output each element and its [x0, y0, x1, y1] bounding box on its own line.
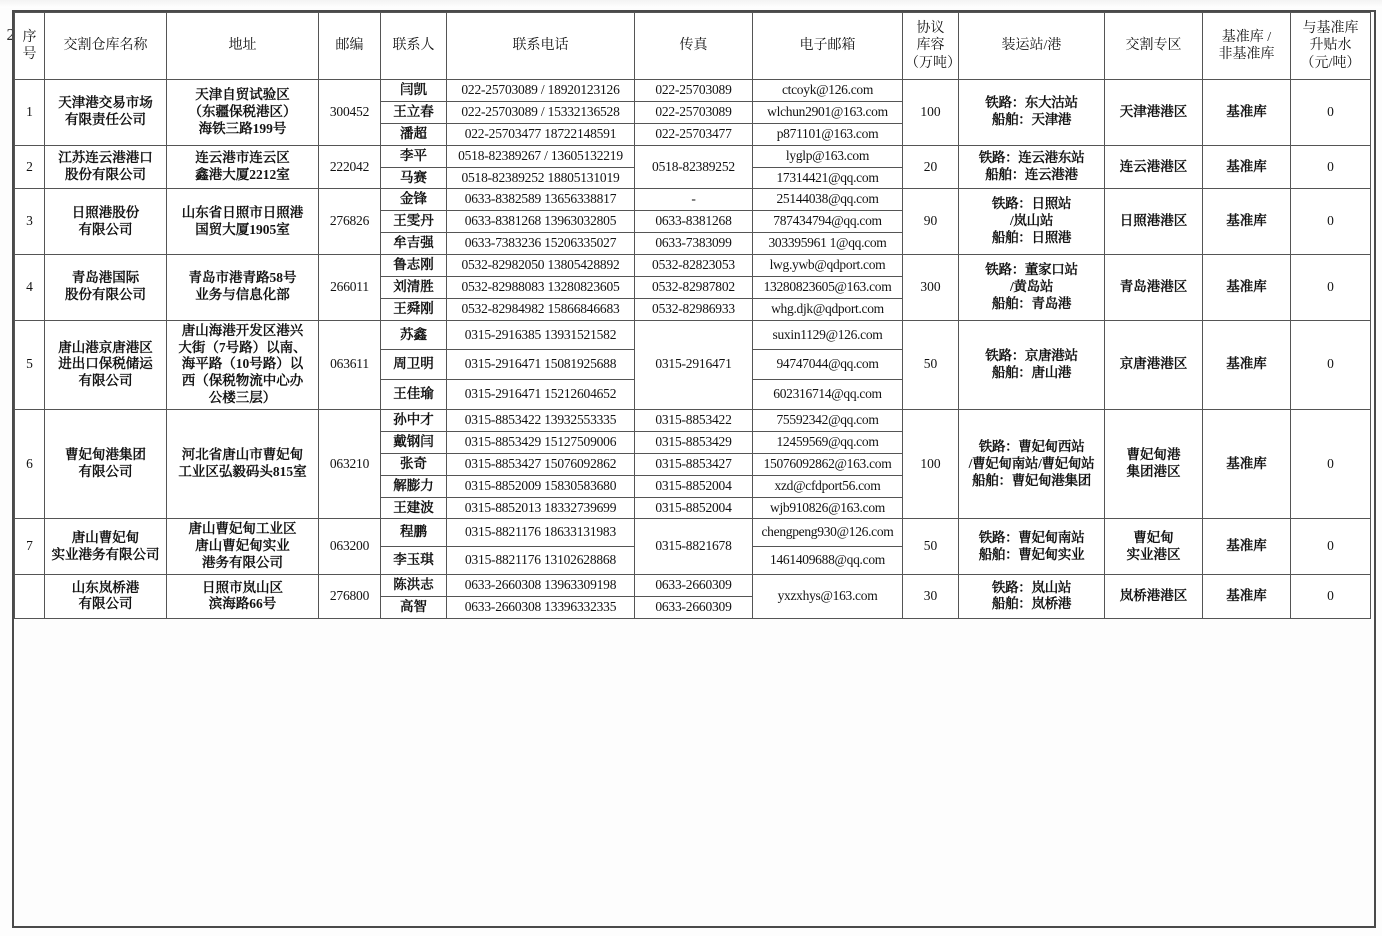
cell-contact-person: 王佳瑜: [381, 380, 447, 410]
cell-contact-phone: 0633-8381268 13963032805: [447, 211, 635, 233]
header-capacity: [903, 13, 959, 80]
cell-fax: 0532-82986933: [635, 298, 753, 320]
cell-contact-person: 王建波: [381, 497, 447, 519]
header-premium: [1291, 13, 1371, 80]
cell-email: wjb910826@163.com: [753, 497, 903, 519]
cell-warehouse-name: 唐山港京唐港区 进出口保税储运 有限公司: [45, 320, 167, 409]
cell-fax: 0315-8852004: [635, 475, 753, 497]
cell-contact-phone: 022-25703089 / 18920123126: [447, 80, 635, 102]
cell-premium: 0: [1291, 80, 1371, 146]
cell-shipping-station: 铁路：董家口站 /黄岛站 船舶：青岛港: [959, 255, 1105, 321]
cell-contact-phone: 0633-2660308 13396332335: [447, 596, 635, 618]
header-index: 序号: [15, 13, 45, 80]
cell-contact-person: 潘超: [381, 123, 447, 145]
table-row: [15, 320, 1371, 350]
cell-email: 17314421@qq.com: [753, 167, 903, 189]
cell-zipcode: 276826: [319, 189, 381, 255]
cell-zipcode: 063200: [319, 519, 381, 575]
cell-index: [15, 575, 45, 619]
cell-contact-person: 高智: [381, 596, 447, 618]
table-row: [15, 80, 1371, 102]
cell-contact-phone: 0532-82984982 15866846683: [447, 298, 635, 320]
cell-contact-person: 王雯丹: [381, 211, 447, 233]
cell-warehouse-name: 日照港股份 有限公司: [45, 189, 167, 255]
cell-email: 75592342@qq.com: [753, 410, 903, 432]
cell-fax: 022-25703477: [635, 123, 753, 145]
cell-capacity: 50: [903, 320, 959, 409]
cell-contact-phone: 0315-8852013 18332739699: [447, 497, 635, 519]
table-row: [15, 145, 1371, 167]
cell-warehouse-name: 江苏连云港港口 股份有限公司: [45, 145, 167, 189]
cell-capacity: 20: [903, 145, 959, 189]
table-body: [15, 80, 1371, 619]
cell-index: 3: [15, 189, 45, 255]
cell-fax: 0315-8821678: [635, 519, 753, 575]
cell-contact-person: 陈洪志: [381, 575, 447, 597]
cell-fax: 0633-7383099: [635, 233, 753, 255]
cell-shipping-station: 铁路：日照站 /岚山站 船舶：日照港: [959, 189, 1105, 255]
cell-base-type: 基准库: [1203, 255, 1291, 321]
cell-base-type: 基准库: [1203, 145, 1291, 189]
header-warehouse-name: 交割仓库名称: [45, 13, 167, 80]
cell-base-type: 基准库: [1203, 410, 1291, 519]
cell-capacity: 100: [903, 80, 959, 146]
cell-email: 787434794@qq.com: [753, 211, 903, 233]
cell-fax: 0633-2660309: [635, 596, 753, 618]
cell-delivery-zone: 日照港港区: [1105, 189, 1203, 255]
header-premium-line3: （元/吨）: [1300, 55, 1361, 71]
cell-contact-person: 王立春: [381, 101, 447, 123]
cell-warehouse-name: 天津港交易市场 有限责任公司: [45, 80, 167, 146]
cell-contact-person: 解膨力: [381, 475, 447, 497]
cell-delivery-zone: 青岛港港区: [1105, 255, 1203, 321]
header-address: 地址: [167, 13, 319, 80]
cell-base-type: 基准库: [1203, 80, 1291, 146]
cell-premium: 0: [1291, 575, 1371, 619]
cell-base-type: 基准库: [1203, 575, 1291, 619]
cell-zipcode: 063611: [319, 320, 381, 409]
cell-fax: 0315-8853429: [635, 431, 753, 453]
cell-address: 唐山曹妃甸工业区 唐山曹妃甸实业 港务有限公司: [167, 519, 319, 575]
cell-contact-person: 孙中才: [381, 410, 447, 432]
cell-delivery-zone: 京唐港港区: [1105, 320, 1203, 409]
cell-fax: 0633-8381268: [635, 211, 753, 233]
table-row: [15, 255, 1371, 277]
cell-address: 河北省唐山市曹妃甸 工业区弘毅码头815室: [167, 410, 319, 519]
cell-base-type: 基准库: [1203, 320, 1291, 409]
header-row: [15, 13, 1371, 80]
cell-contact-phone: 0315-2916471 15081925688: [447, 350, 635, 380]
cell-premium: 0: [1291, 145, 1371, 189]
cell-contact-phone: 0315-8853422 13932553335: [447, 410, 635, 432]
cell-contact-person: 鲁志刚: [381, 255, 447, 277]
cell-fax: 022-25703089: [635, 80, 753, 102]
scan-edge: [0, 0, 1382, 8]
cell-delivery-zone: 曹妃甸港 集团港区: [1105, 410, 1203, 519]
cell-premium: 0: [1291, 410, 1371, 519]
cell-contact-phone: 0532-82988083 13280823605: [447, 276, 635, 298]
cell-warehouse-name: 唐山曹妃甸 实业港务有限公司: [45, 519, 167, 575]
cell-fax: 022-25703089: [635, 101, 753, 123]
cell-premium: 0: [1291, 519, 1371, 575]
cell-contact-phone: 0315-8853429 15127509006: [447, 431, 635, 453]
cell-premium: 0: [1291, 189, 1371, 255]
cell-fax: 0518-82389252: [635, 145, 753, 189]
cell-email: 1461409688@qq.com: [753, 547, 903, 575]
cell-zipcode: 300452: [319, 80, 381, 146]
cell-email: 94747044@qq.com: [753, 350, 903, 380]
cell-index: 1: [15, 80, 45, 146]
cell-email: 602316714@qq.com: [753, 380, 903, 410]
cell-contact-person: 张奇: [381, 453, 447, 475]
cell-index: 2: [15, 145, 45, 189]
cell-email: whg.djk@qdport.com: [753, 298, 903, 320]
cell-contact-person: 苏鑫: [381, 320, 447, 350]
header-fax: 传真: [635, 13, 753, 80]
cell-address: 天津自贸试验区 （东疆保税港区） 海铁三路199号: [167, 80, 319, 146]
cell-email: 13280823605@163.com: [753, 276, 903, 298]
header-capacity-line3: （万吨）: [905, 55, 961, 71]
header-zipcode: 邮编: [319, 13, 381, 80]
cell-capacity: 90: [903, 189, 959, 255]
table-row: [15, 575, 1371, 597]
table-row: [15, 189, 1371, 211]
cell-base-type: 基准库: [1203, 519, 1291, 575]
header-capacity-line1: 协议: [916, 20, 945, 36]
cell-fax: 0315-8852004: [635, 497, 753, 519]
cell-email: lyglp@163.com: [753, 145, 903, 167]
cell-contact-person: 刘清胜: [381, 276, 447, 298]
header-premium-line2: 升贴水: [1309, 38, 1352, 54]
cell-email: p871101@163.com: [753, 123, 903, 145]
cell-email: chengpeng930@126.com: [753, 519, 903, 547]
cell-contact-phone: 0633-7383236 15206335027: [447, 233, 635, 255]
header-contact-phone: 联系电话: [447, 13, 635, 80]
cell-fax: 0315-2916471: [635, 320, 753, 409]
cell-fax: 0532-82823053: [635, 255, 753, 277]
cell-address: 日照市岚山区 滨海路66号: [167, 575, 319, 619]
cell-contact-person: 李平: [381, 145, 447, 167]
cell-index: 7: [15, 519, 45, 575]
cell-contact-phone: 0633-2660308 13963309198: [447, 575, 635, 597]
cell-index: 5: [15, 320, 45, 409]
cell-fax: 0532-82987802: [635, 276, 753, 298]
cell-contact-phone: 0315-8821176 13102628868: [447, 547, 635, 575]
cell-zipcode: 063210: [319, 410, 381, 519]
cell-address: 山东省日照市日照港 国贸大厦1905室: [167, 189, 319, 255]
cell-contact-phone: 0315-2916471 15212604652: [447, 380, 635, 410]
cell-warehouse-name: 青岛港国际 股份有限公司: [45, 255, 167, 321]
table-row: [15, 410, 1371, 432]
cell-delivery-zone: 连云港港区: [1105, 145, 1203, 189]
cell-delivery-zone: 岚桥港港区: [1105, 575, 1203, 619]
cell-contact-person: 闫凯: [381, 80, 447, 102]
cell-email: wlchun2901@163.com: [753, 101, 903, 123]
cell-email: 25144038@qq.com: [753, 189, 903, 211]
cell-contact-phone: 022-25703477 18722148591: [447, 123, 635, 145]
cell-capacity: 300: [903, 255, 959, 321]
cell-email: suxin1129@126.com: [753, 320, 903, 350]
cell-warehouse-name: 山东岚桥港 有限公司: [45, 575, 167, 619]
cell-contact-phone: 0315-8821176 18633131983: [447, 519, 635, 547]
cell-email: lwg.ywb@qdport.com: [753, 255, 903, 277]
cell-zipcode: 222042: [319, 145, 381, 189]
cell-address: 唐山海港开发区港兴 大街（7号路）以南、 海平路（10号路）以 西（保税物流中心办 公楼三层）: [167, 320, 319, 409]
cell-contact-phone: 022-25703089 / 15332136528: [447, 101, 635, 123]
cell-contact-phone: 0315-8852009 15830583680: [447, 475, 635, 497]
cell-shipping-station: 铁路：连云港东站 船舶：连云港港: [959, 145, 1105, 189]
cell-contact-person: 戴钢闫: [381, 431, 447, 453]
cell-shipping-station: 铁路：曹妃甸南站 船舶：曹妃甸实业: [959, 519, 1105, 575]
header-shipping-station: 装运站/港: [959, 13, 1105, 80]
cell-contact-person: 王舜刚: [381, 298, 447, 320]
cell-contact-person: 李玉琪: [381, 547, 447, 575]
cell-contact-phone: 0518-82389252 18805131019: [447, 167, 635, 189]
cell-warehouse-name: 曹妃甸港集团 有限公司: [45, 410, 167, 519]
table-row: [15, 519, 1371, 547]
cell-base-type: 基准库: [1203, 189, 1291, 255]
cell-delivery-zone: 天津港港区: [1105, 80, 1203, 146]
cell-capacity: 50: [903, 519, 959, 575]
cell-delivery-zone: 曹妃甸 实业港区: [1105, 519, 1203, 575]
cell-capacity: 100: [903, 410, 959, 519]
cell-email: 15076092862@163.com: [753, 453, 903, 475]
cell-fax: -: [635, 189, 753, 211]
cell-shipping-station: 铁路：曹妃甸西站 /曹妃甸南站/曹妃甸站 船舶：曹妃甸港集团: [959, 410, 1105, 519]
cell-zipcode: 266011: [319, 255, 381, 321]
table-header: [15, 13, 1371, 80]
cell-address: 青岛市港青路58号 业务与信息化部: [167, 255, 319, 321]
cell-index: 4: [15, 255, 45, 321]
header-premium-line1: 与基准库: [1302, 20, 1359, 36]
header-base-type: [1203, 13, 1291, 80]
header-capacity-line2: 库容: [916, 38, 945, 54]
page-number: 2: [6, 25, 14, 44]
cell-shipping-station: 铁路：岚山站 船舶：岚桥港: [959, 575, 1105, 619]
cell-shipping-station: 铁路：东大沽站 船舶：天津港: [959, 80, 1105, 146]
cell-contact-person: 程鹏: [381, 519, 447, 547]
cell-premium: 0: [1291, 255, 1371, 321]
cell-contact-person: 周卫明: [381, 350, 447, 380]
cell-zipcode: 276800: [319, 575, 381, 619]
header-email: 电子邮箱: [753, 13, 903, 80]
cell-email: ctcoyk@126.com: [753, 80, 903, 102]
delivery-warehouse-table: [14, 12, 1371, 619]
cell-email: 12459569@qq.com: [753, 431, 903, 453]
cell-contact-phone: 0315-8853427 15076092862: [447, 453, 635, 475]
cell-contact-person: 马赛: [381, 167, 447, 189]
cell-contact-person: 金锋: [381, 189, 447, 211]
header-base-type-line1: 基准库 /: [1221, 29, 1272, 45]
cell-contact-phone: 0315-2916385 13931521582: [447, 320, 635, 350]
cell-fax: 0315-8853422: [635, 410, 753, 432]
header-delivery-zone: 交割专区: [1105, 13, 1203, 80]
header-contact-person: 联系人: [381, 13, 447, 80]
cell-capacity: 30: [903, 575, 959, 619]
cell-email: xzd@cfdport56.com: [753, 475, 903, 497]
cell-email: yxzxhys@163.com: [753, 575, 903, 619]
cell-contact-phone: 0532-82982050 13805428892: [447, 255, 635, 277]
cell-contact-phone: 0633-8382589 13656338817: [447, 189, 635, 211]
cell-contact-person: 牟吉强: [381, 233, 447, 255]
cell-fax: 0315-8853427: [635, 453, 753, 475]
cell-contact-phone: 0518-82389267 / 13605132219: [447, 145, 635, 167]
header-base-type-line2: 非基准库: [1218, 47, 1275, 62]
cell-shipping-station: 铁路：京唐港站 船舶：唐山港: [959, 320, 1105, 409]
cell-fax: 0633-2660309: [635, 575, 753, 597]
cell-premium: 0: [1291, 320, 1371, 409]
cell-address: 连云港市连云区 鑫港大厦2212室: [167, 145, 319, 189]
cell-index: 6: [15, 410, 45, 519]
cell-email: 303395961 1@qq.com: [753, 233, 903, 255]
